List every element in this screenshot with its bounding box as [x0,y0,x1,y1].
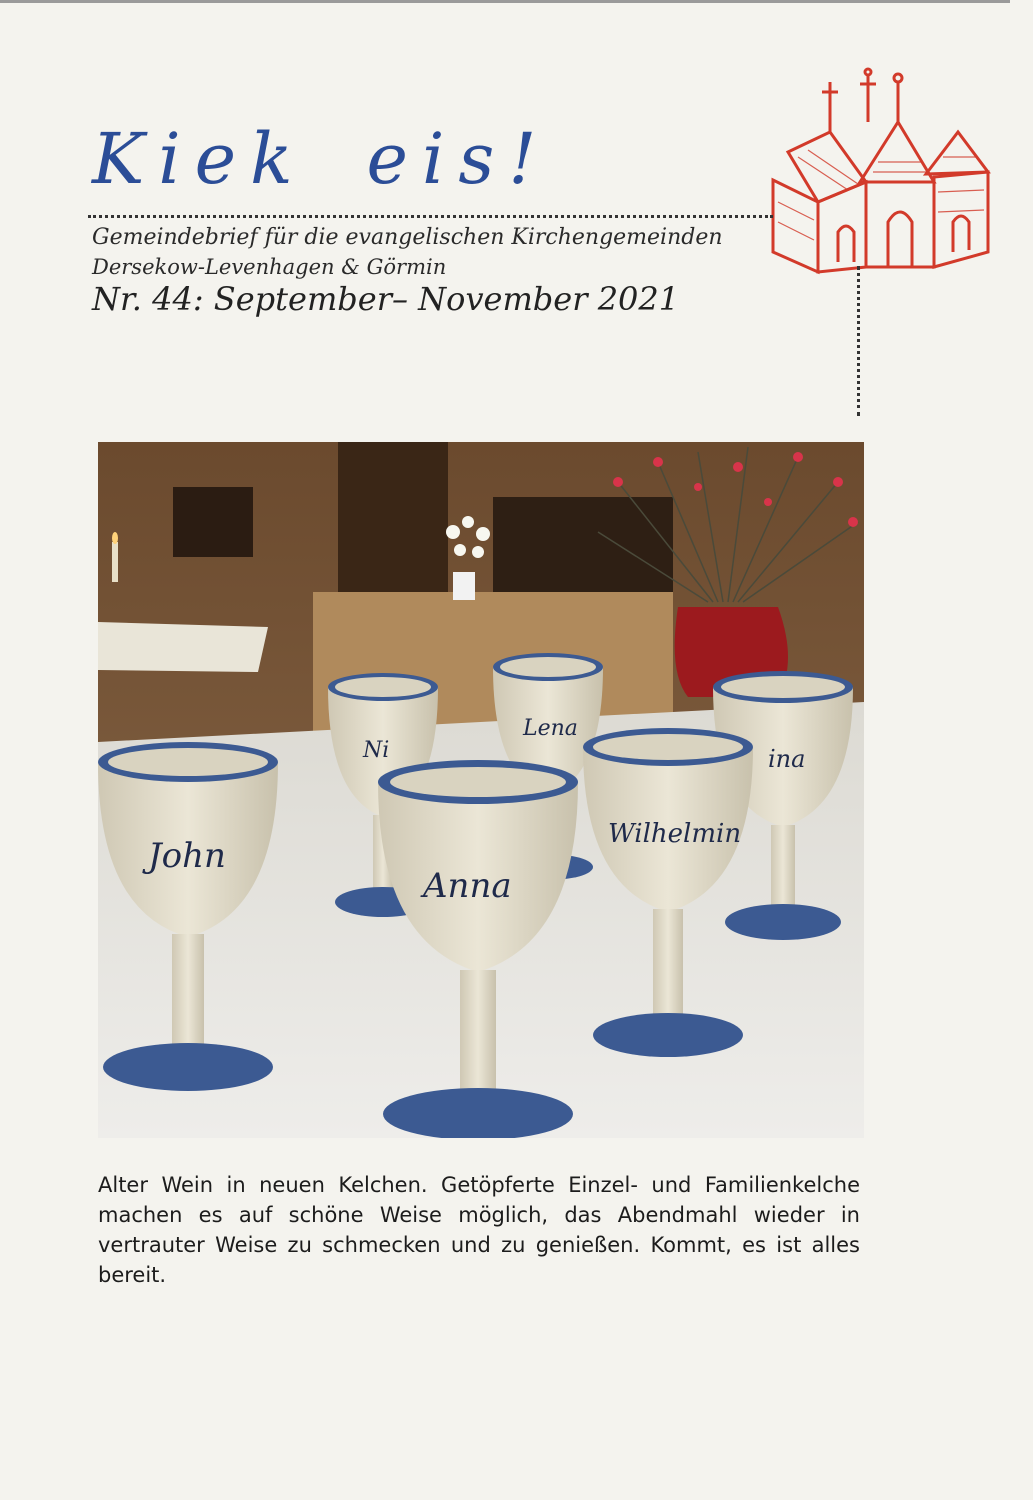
cover-photo [98,442,864,1138]
church-logo-icon [748,62,998,282]
subtitle-line-2: Dersekow-Levenhagen & Görmin [92,255,447,279]
svg-text:ina: ina [768,745,806,773]
subtitle-line-1: Gemeindebrief für die evangelischen Kirchengemeinden [92,225,723,250]
masthead-word-2: eis! [366,118,551,200]
photo-caption: Alter Wein in neuen Kelchen. Getöpferte Einzel- und Familienkelche machen es auf schöne Weise möglich, das Abendmahl wieder in vertrauter Weise zu schmecken und zu genießen. Kommt, es ist alles bereit. [98,1173,860,1287]
top-rule [0,0,1010,3]
svg-text:John: John [148,836,226,876]
svg-text:Anna: Anna [423,866,512,906]
masthead-word-1: Kiek [92,118,307,200]
dotted-rule-horizontal [88,215,773,218]
issue-line: Nr. 44: September– November 2021 [92,280,680,318]
dotted-rule-vertical [857,266,860,416]
masthead-title [92,118,550,200]
svg-text:Lena: Lena [523,716,578,741]
svg-text:Ni: Ni [363,738,390,763]
svg-text:Wilhelmin: Wilhelmin [608,819,742,849]
